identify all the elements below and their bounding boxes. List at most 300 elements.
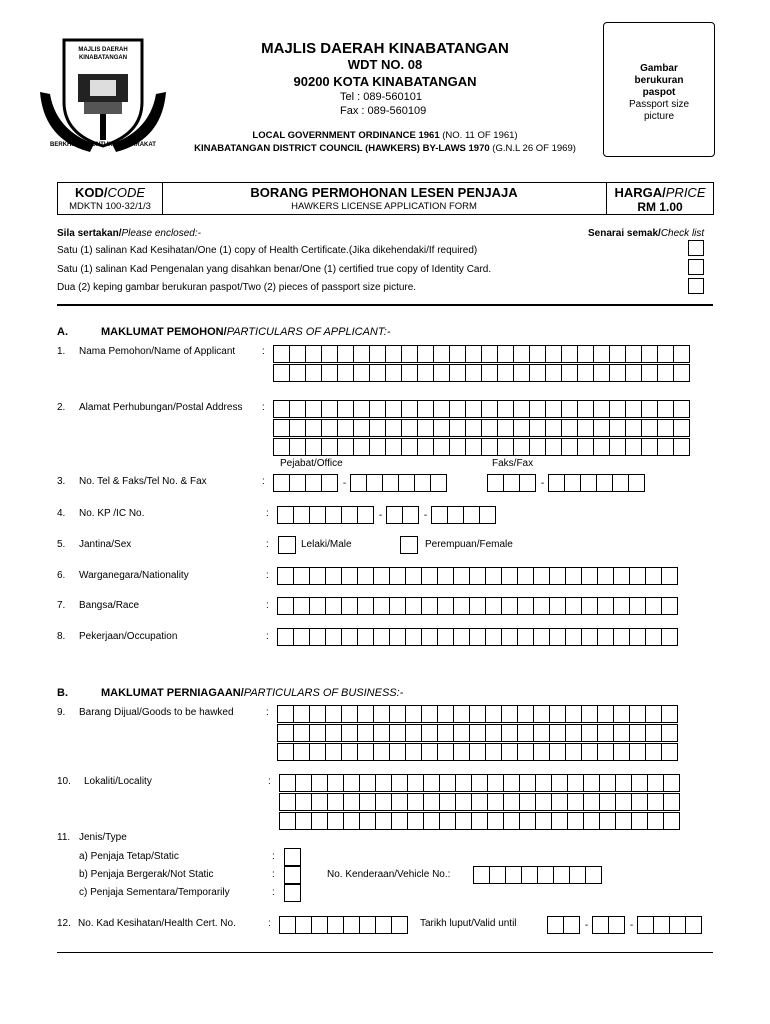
char-box[interactable]: [327, 916, 344, 934]
char-box[interactable]: [625, 345, 642, 363]
char-box[interactable]: [628, 474, 645, 492]
char-box[interactable]: [647, 793, 664, 811]
char-box[interactable]: [657, 400, 674, 418]
char-box[interactable]: [501, 724, 518, 742]
char-box[interactable]: [359, 916, 376, 934]
char-box[interactable]: [647, 774, 664, 792]
char-box[interactable]: [277, 567, 294, 585]
char-box[interactable]: [414, 474, 431, 492]
type-static-checkbox[interactable]: [284, 848, 301, 866]
char-box[interactable]: [455, 774, 472, 792]
char-box[interactable]: [431, 506, 448, 524]
char-box[interactable]: [519, 812, 536, 830]
char-box[interactable]: [597, 705, 614, 723]
char-box[interactable]: [273, 438, 290, 456]
char-box[interactable]: [641, 400, 658, 418]
char-box[interactable]: [437, 628, 454, 646]
char-box[interactable]: [327, 774, 344, 792]
char-box[interactable]: [613, 628, 630, 646]
char-box[interactable]: [581, 743, 598, 761]
char-box[interactable]: [337, 400, 354, 418]
char-box[interactable]: [599, 793, 616, 811]
char-box[interactable]: [293, 743, 310, 761]
locality-row-2[interactable]: [280, 793, 680, 811]
char-box[interactable]: [673, 419, 690, 437]
char-box[interactable]: [517, 597, 534, 615]
char-box[interactable]: [615, 774, 632, 792]
char-box[interactable]: [401, 345, 418, 363]
char-box[interactable]: [417, 345, 434, 363]
char-box[interactable]: [325, 705, 342, 723]
char-box[interactable]: [341, 567, 358, 585]
char-box[interactable]: [609, 400, 626, 418]
char-box[interactable]: [343, 793, 360, 811]
char-box[interactable]: [535, 774, 552, 792]
char-box[interactable]: [485, 743, 502, 761]
char-box[interactable]: [366, 474, 383, 492]
char-box[interactable]: [423, 774, 440, 792]
char-box[interactable]: [357, 743, 374, 761]
fax-input[interactable]: [488, 474, 645, 492]
char-box[interactable]: [641, 419, 658, 437]
char-box[interactable]: [529, 438, 546, 456]
char-box[interactable]: [289, 438, 306, 456]
char-box[interactable]: [565, 567, 582, 585]
char-box[interactable]: [661, 724, 678, 742]
applicant-name-row-1[interactable]: [274, 345, 690, 363]
occupation-input[interactable]: [278, 628, 678, 646]
char-box[interactable]: [321, 419, 338, 437]
char-box[interactable]: [631, 812, 648, 830]
char-box[interactable]: [479, 506, 496, 524]
char-box[interactable]: [389, 567, 406, 585]
char-box[interactable]: [473, 866, 490, 884]
char-box[interactable]: [405, 724, 422, 742]
char-box[interactable]: [417, 400, 434, 418]
char-box[interactable]: [533, 597, 550, 615]
char-box[interactable]: [597, 724, 614, 742]
char-box[interactable]: [583, 774, 600, 792]
char-box[interactable]: [350, 474, 367, 492]
char-box[interactable]: [547, 916, 564, 934]
char-box[interactable]: [273, 419, 290, 437]
char-box[interactable]: [561, 400, 578, 418]
char-box[interactable]: [533, 705, 550, 723]
char-box[interactable]: [389, 743, 406, 761]
char-box[interactable]: [433, 419, 450, 437]
char-box[interactable]: [401, 419, 418, 437]
char-box[interactable]: [341, 597, 358, 615]
char-box[interactable]: [293, 724, 310, 742]
char-box[interactable]: [277, 743, 294, 761]
char-box[interactable]: [613, 705, 630, 723]
char-box[interactable]: [647, 812, 664, 830]
char-box[interactable]: [289, 364, 306, 382]
char-box[interactable]: [293, 628, 310, 646]
char-box[interactable]: [407, 774, 424, 792]
char-box[interactable]: [311, 916, 328, 934]
char-box[interactable]: [311, 793, 328, 811]
char-box[interactable]: [407, 793, 424, 811]
char-box[interactable]: [503, 793, 520, 811]
char-box[interactable]: [357, 567, 374, 585]
char-box[interactable]: [305, 438, 322, 456]
char-box[interactable]: [625, 400, 642, 418]
char-box[interactable]: [305, 419, 322, 437]
char-box[interactable]: [497, 345, 514, 363]
char-box[interactable]: [625, 438, 642, 456]
char-box[interactable]: [327, 812, 344, 830]
char-box[interactable]: [369, 438, 386, 456]
char-box[interactable]: [279, 812, 296, 830]
goods-row-3[interactable]: [278, 743, 678, 761]
char-box[interactable]: [567, 774, 584, 792]
char-box[interactable]: [373, 597, 390, 615]
applicant-name-row-2[interactable]: [274, 364, 690, 382]
char-box[interactable]: [645, 567, 662, 585]
char-box[interactable]: [293, 567, 310, 585]
char-box[interactable]: [673, 438, 690, 456]
char-box[interactable]: [505, 866, 522, 884]
checklist-box-2[interactable]: [688, 259, 704, 275]
char-box[interactable]: [277, 724, 294, 742]
char-box[interactable]: [577, 400, 594, 418]
char-box[interactable]: [289, 419, 306, 437]
char-box[interactable]: [519, 793, 536, 811]
char-box[interactable]: [471, 812, 488, 830]
char-box[interactable]: [295, 793, 312, 811]
char-box[interactable]: [517, 705, 534, 723]
char-box[interactable]: [533, 628, 550, 646]
char-box[interactable]: [485, 567, 502, 585]
char-box[interactable]: [423, 793, 440, 811]
char-box[interactable]: [453, 597, 470, 615]
char-box[interactable]: [279, 793, 296, 811]
char-box[interactable]: [309, 506, 326, 524]
char-box[interactable]: [537, 866, 554, 884]
char-box[interactable]: [645, 743, 662, 761]
char-box[interactable]: [385, 419, 402, 437]
char-box[interactable]: [549, 705, 566, 723]
char-box[interactable]: [309, 567, 326, 585]
char-box[interactable]: [599, 774, 616, 792]
char-box[interactable]: [341, 743, 358, 761]
char-box[interactable]: [341, 724, 358, 742]
char-box[interactable]: [521, 866, 538, 884]
char-box[interactable]: [469, 743, 486, 761]
char-box[interactable]: [489, 866, 506, 884]
char-box[interactable]: [321, 345, 338, 363]
char-box[interactable]: [453, 743, 470, 761]
char-box[interactable]: [337, 364, 354, 382]
char-box[interactable]: [577, 345, 594, 363]
char-box[interactable]: [592, 916, 609, 934]
char-box[interactable]: [497, 419, 514, 437]
char-box[interactable]: [421, 628, 438, 646]
char-box[interactable]: [386, 506, 403, 524]
char-box[interactable]: [369, 345, 386, 363]
char-box[interactable]: [437, 597, 454, 615]
char-box[interactable]: [325, 597, 342, 615]
char-box[interactable]: [449, 345, 466, 363]
char-box[interactable]: [548, 474, 565, 492]
char-box[interactable]: [433, 438, 450, 456]
char-box[interactable]: [369, 419, 386, 437]
char-box[interactable]: [545, 345, 562, 363]
race-input[interactable]: [278, 597, 678, 615]
char-box[interactable]: [465, 438, 482, 456]
char-box[interactable]: [337, 345, 354, 363]
char-box[interactable]: [359, 774, 376, 792]
char-box[interactable]: [389, 628, 406, 646]
char-box[interactable]: [481, 419, 498, 437]
char-box[interactable]: [389, 705, 406, 723]
char-box[interactable]: [353, 419, 370, 437]
char-box[interactable]: [685, 916, 702, 934]
char-box[interactable]: [305, 400, 322, 418]
char-box[interactable]: [596, 474, 613, 492]
char-box[interactable]: [453, 628, 470, 646]
char-box[interactable]: [657, 438, 674, 456]
char-box[interactable]: [609, 438, 626, 456]
char-box[interactable]: [341, 705, 358, 723]
char-box[interactable]: [597, 597, 614, 615]
char-box[interactable]: [353, 364, 370, 382]
char-box[interactable]: [517, 743, 534, 761]
char-box[interactable]: [529, 419, 546, 437]
char-box[interactable]: [273, 400, 290, 418]
char-box[interactable]: [565, 705, 582, 723]
sex-female-checkbox[interactable]: [400, 536, 418, 554]
char-box[interactable]: [613, 743, 630, 761]
char-box[interactable]: [501, 705, 518, 723]
char-box[interactable]: [343, 774, 360, 792]
char-box[interactable]: [481, 345, 498, 363]
char-box[interactable]: [581, 724, 598, 742]
char-box[interactable]: [497, 400, 514, 418]
char-box[interactable]: [565, 597, 582, 615]
char-box[interactable]: [309, 724, 326, 742]
char-box[interactable]: [529, 400, 546, 418]
char-box[interactable]: [359, 793, 376, 811]
char-box[interactable]: [564, 474, 581, 492]
char-box[interactable]: [385, 364, 402, 382]
char-box[interactable]: [615, 793, 632, 811]
char-box[interactable]: [437, 567, 454, 585]
char-box[interactable]: [375, 774, 392, 792]
char-box[interactable]: [669, 916, 686, 934]
char-box[interactable]: [453, 567, 470, 585]
char-box[interactable]: [529, 364, 546, 382]
checklist-box-1[interactable]: [688, 240, 704, 256]
passport-photo-box[interactable]: [603, 22, 715, 157]
char-box[interactable]: [593, 345, 610, 363]
char-box[interactable]: [663, 774, 680, 792]
char-box[interactable]: [567, 812, 584, 830]
char-box[interactable]: [519, 474, 536, 492]
char-box[interactable]: [661, 743, 678, 761]
char-box[interactable]: [593, 364, 610, 382]
sex-male-checkbox[interactable]: [278, 536, 296, 554]
char-box[interactable]: [373, 724, 390, 742]
char-box[interactable]: [563, 916, 580, 934]
char-box[interactable]: [449, 438, 466, 456]
char-box[interactable]: [609, 419, 626, 437]
char-box[interactable]: [565, 743, 582, 761]
char-box[interactable]: [485, 597, 502, 615]
char-box[interactable]: [533, 567, 550, 585]
char-box[interactable]: [321, 438, 338, 456]
char-box[interactable]: [501, 628, 518, 646]
char-box[interactable]: [353, 438, 370, 456]
char-box[interactable]: [529, 345, 546, 363]
char-box[interactable]: [608, 916, 625, 934]
char-box[interactable]: [581, 567, 598, 585]
char-box[interactable]: [645, 724, 662, 742]
char-box[interactable]: [277, 628, 294, 646]
char-box[interactable]: [629, 705, 646, 723]
char-box[interactable]: [289, 345, 306, 363]
char-box[interactable]: [421, 724, 438, 742]
char-box[interactable]: [421, 567, 438, 585]
char-box[interactable]: [549, 743, 566, 761]
char-box[interactable]: [391, 774, 408, 792]
char-box[interactable]: [487, 774, 504, 792]
char-box[interactable]: [325, 506, 342, 524]
type-mobile-checkbox[interactable]: [284, 866, 301, 884]
char-box[interactable]: [417, 419, 434, 437]
char-box[interactable]: [433, 400, 450, 418]
char-box[interactable]: [433, 345, 450, 363]
char-box[interactable]: [629, 597, 646, 615]
char-box[interactable]: [421, 743, 438, 761]
char-box[interactable]: [551, 812, 568, 830]
char-box[interactable]: [439, 812, 456, 830]
char-box[interactable]: [629, 628, 646, 646]
char-box[interactable]: [565, 724, 582, 742]
char-box[interactable]: [657, 364, 674, 382]
char-box[interactable]: [561, 438, 578, 456]
vehicle-number-input[interactable]: [474, 866, 602, 884]
address-row-2[interactable]: [274, 419, 690, 437]
char-box[interactable]: [663, 812, 680, 830]
char-box[interactable]: [385, 345, 402, 363]
char-box[interactable]: [391, 812, 408, 830]
char-box[interactable]: [353, 400, 370, 418]
char-box[interactable]: [309, 743, 326, 761]
char-box[interactable]: [551, 793, 568, 811]
char-box[interactable]: [661, 567, 678, 585]
char-box[interactable]: [357, 506, 374, 524]
char-box[interactable]: [309, 597, 326, 615]
char-box[interactable]: [533, 743, 550, 761]
char-box[interactable]: [375, 916, 392, 934]
char-box[interactable]: [357, 597, 374, 615]
char-box[interactable]: [405, 743, 422, 761]
char-box[interactable]: [437, 724, 454, 742]
office-tel-input[interactable]: [274, 474, 447, 492]
char-box[interactable]: [657, 419, 674, 437]
char-box[interactable]: [407, 812, 424, 830]
char-box[interactable]: [503, 774, 520, 792]
char-box[interactable]: [402, 506, 419, 524]
char-box[interactable]: [613, 597, 630, 615]
char-box[interactable]: [325, 567, 342, 585]
char-box[interactable]: [485, 724, 502, 742]
char-box[interactable]: [430, 474, 447, 492]
char-box[interactable]: [469, 597, 486, 615]
char-box[interactable]: [629, 743, 646, 761]
char-box[interactable]: [513, 419, 530, 437]
char-box[interactable]: [469, 628, 486, 646]
char-box[interactable]: [343, 812, 360, 830]
char-box[interactable]: [481, 364, 498, 382]
char-box[interactable]: [401, 438, 418, 456]
char-box[interactable]: [545, 419, 562, 437]
char-box[interactable]: [309, 628, 326, 646]
health-cert-input[interactable]: [280, 916, 408, 934]
char-box[interactable]: [289, 474, 306, 492]
char-box[interactable]: [385, 438, 402, 456]
char-box[interactable]: [597, 628, 614, 646]
char-box[interactable]: [583, 812, 600, 830]
char-box[interactable]: [641, 345, 658, 363]
char-box[interactable]: [545, 364, 562, 382]
char-box[interactable]: [551, 774, 568, 792]
char-box[interactable]: [661, 628, 678, 646]
char-box[interactable]: [577, 419, 594, 437]
char-box[interactable]: [305, 345, 322, 363]
char-box[interactable]: [545, 438, 562, 456]
char-box[interactable]: [657, 345, 674, 363]
char-box[interactable]: [545, 400, 562, 418]
char-box[interactable]: [487, 474, 504, 492]
char-box[interactable]: [369, 364, 386, 382]
char-box[interactable]: [421, 705, 438, 723]
char-box[interactable]: [293, 506, 310, 524]
char-box[interactable]: [353, 345, 370, 363]
nationality-input[interactable]: [278, 567, 678, 585]
char-box[interactable]: [481, 438, 498, 456]
address-row-3[interactable]: [274, 438, 690, 456]
char-box[interactable]: [581, 597, 598, 615]
char-box[interactable]: [673, 364, 690, 382]
char-box[interactable]: [567, 793, 584, 811]
char-box[interactable]: [325, 743, 342, 761]
char-box[interactable]: [637, 916, 654, 934]
char-box[interactable]: [295, 812, 312, 830]
char-box[interactable]: [517, 628, 534, 646]
char-box[interactable]: [641, 438, 658, 456]
char-box[interactable]: [449, 419, 466, 437]
char-box[interactable]: [561, 364, 578, 382]
char-box[interactable]: [673, 400, 690, 418]
char-box[interactable]: [661, 705, 678, 723]
char-box[interactable]: [277, 506, 294, 524]
char-box[interactable]: [597, 743, 614, 761]
char-box[interactable]: [561, 345, 578, 363]
char-box[interactable]: [295, 916, 312, 934]
char-box[interactable]: [373, 567, 390, 585]
char-box[interactable]: [373, 628, 390, 646]
char-box[interactable]: [279, 916, 296, 934]
char-box[interactable]: [487, 793, 504, 811]
char-box[interactable]: [471, 793, 488, 811]
address-row-1[interactable]: [274, 400, 690, 418]
char-box[interactable]: [385, 400, 402, 418]
char-box[interactable]: [553, 866, 570, 884]
char-box[interactable]: [631, 793, 648, 811]
